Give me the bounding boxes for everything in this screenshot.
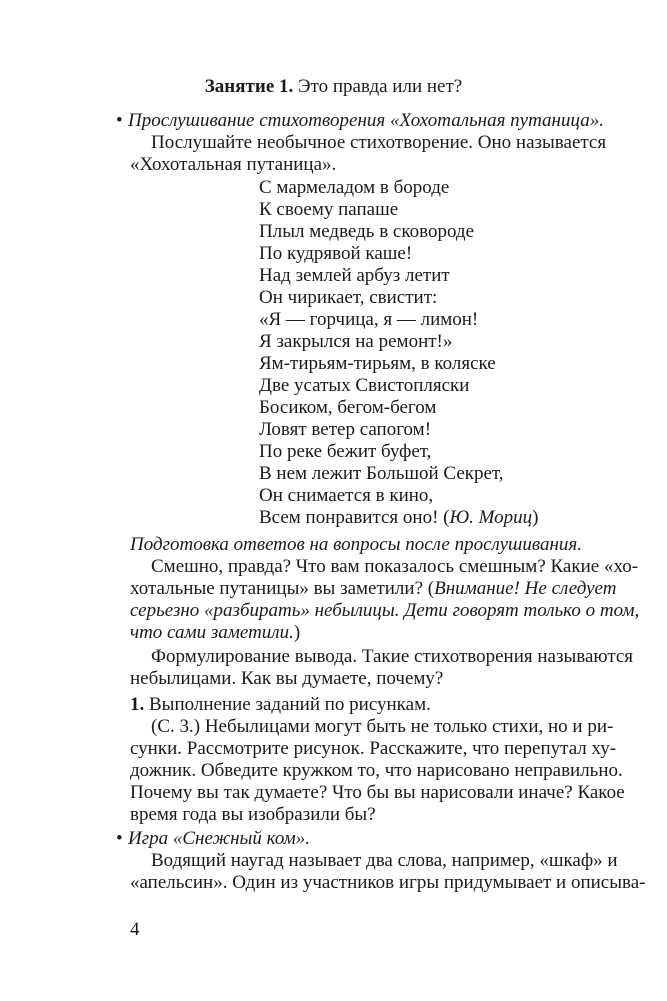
poem-line: Над землей арбуз летит <box>259 265 450 286</box>
game-section: • Игра «Снежный ком». Водящий наугад называет два слова, например, «шкаф» и «апельсин». Один из участников игры придумывает и описыва- <box>116 828 646 893</box>
poem <box>259 177 538 529</box>
poem-line: К своему папаше <box>259 199 399 220</box>
bullet-icon: • <box>116 828 123 849</box>
section-heading-text: Прослушивание стихотворения «Хохотальная путаница». <box>128 110 604 131</box>
poem-line: С мармеладом в бороде <box>259 177 450 198</box>
poem-line: Он снимается в кино, <box>259 485 434 506</box>
poem-line: По кудрявой каше! <box>259 243 413 264</box>
poem-line: Ям-тирьям-тирьям, в коляске <box>259 353 496 374</box>
page-number: 4 <box>130 919 140 940</box>
poem-author: Ю. Мориц <box>449 507 533 528</box>
game-heading: • Игра «Снежный ком». <box>116 828 310 849</box>
section-heading-poem <box>116 110 606 132</box>
poem-line: Ловят ветер сапогом! <box>259 419 432 440</box>
poem-line: Босиком, бегом-бегом <box>259 397 437 418</box>
poem-line: «Я — горчица, я — лимон! <box>259 309 479 330</box>
task-1-section: 1. Выполнение заданий по рисункам. (С. 3.) Небылицами могут быть не только стихи, но и ри- сунки. Рассмотрите рисунок. Расскажите, что перепутал ху- дожник. Обведите кружком то, что нарисовано неправильно. Почему вы так думаете? Что бы вы нарисовали иначе? Какое время года вы изобразили бы? <box>130 694 625 825</box>
poem-line: Он чирикает, свистит: <box>259 287 438 308</box>
poem-line: По реке бежит буфет, <box>259 441 432 462</box>
intro-paragraph: Послушайте необычное стихотворение. Оно называется «Хохотальная путаница». <box>130 132 607 175</box>
poem-last-line: Всем понравится оно! (Ю. Мориц) <box>259 507 539 528</box>
preparation-section: Подготовка ответов на вопросы после прослушивания. Смешно, правда? Что вам показалось смешным? Какие «хо- хотальные путаницы» вы заметили? (Внимание! Не следует серьезно «разбирать» небылицы. Дети говорят только о том, что сами заметили.) <box>130 534 640 643</box>
poem-line: Плыл медведь в сковороде <box>259 221 475 242</box>
lesson-title-text: Это правда или нет? <box>293 76 463 97</box>
task-1-heading: 1. Выполнение заданий по рисункам. <box>130 694 431 715</box>
lesson-title <box>0 76 667 98</box>
poem-line: Две усатых Свистопляски <box>259 375 470 396</box>
poem-line: В нем лежит Большой Секрет, <box>259 463 504 484</box>
lesson-title-number: Занятие 1. <box>204 76 294 97</box>
preparation-heading: Подготовка ответов на вопросы после прослушивания. <box>130 534 582 555</box>
conclusion-paragraph: Формулирование вывода. Такие стихотворения называются небылицами. Как вы думаете, почему? <box>130 646 634 689</box>
poem-line: Я закрылся на ремонт!» <box>259 331 453 352</box>
bullet-icon: • <box>116 110 123 131</box>
